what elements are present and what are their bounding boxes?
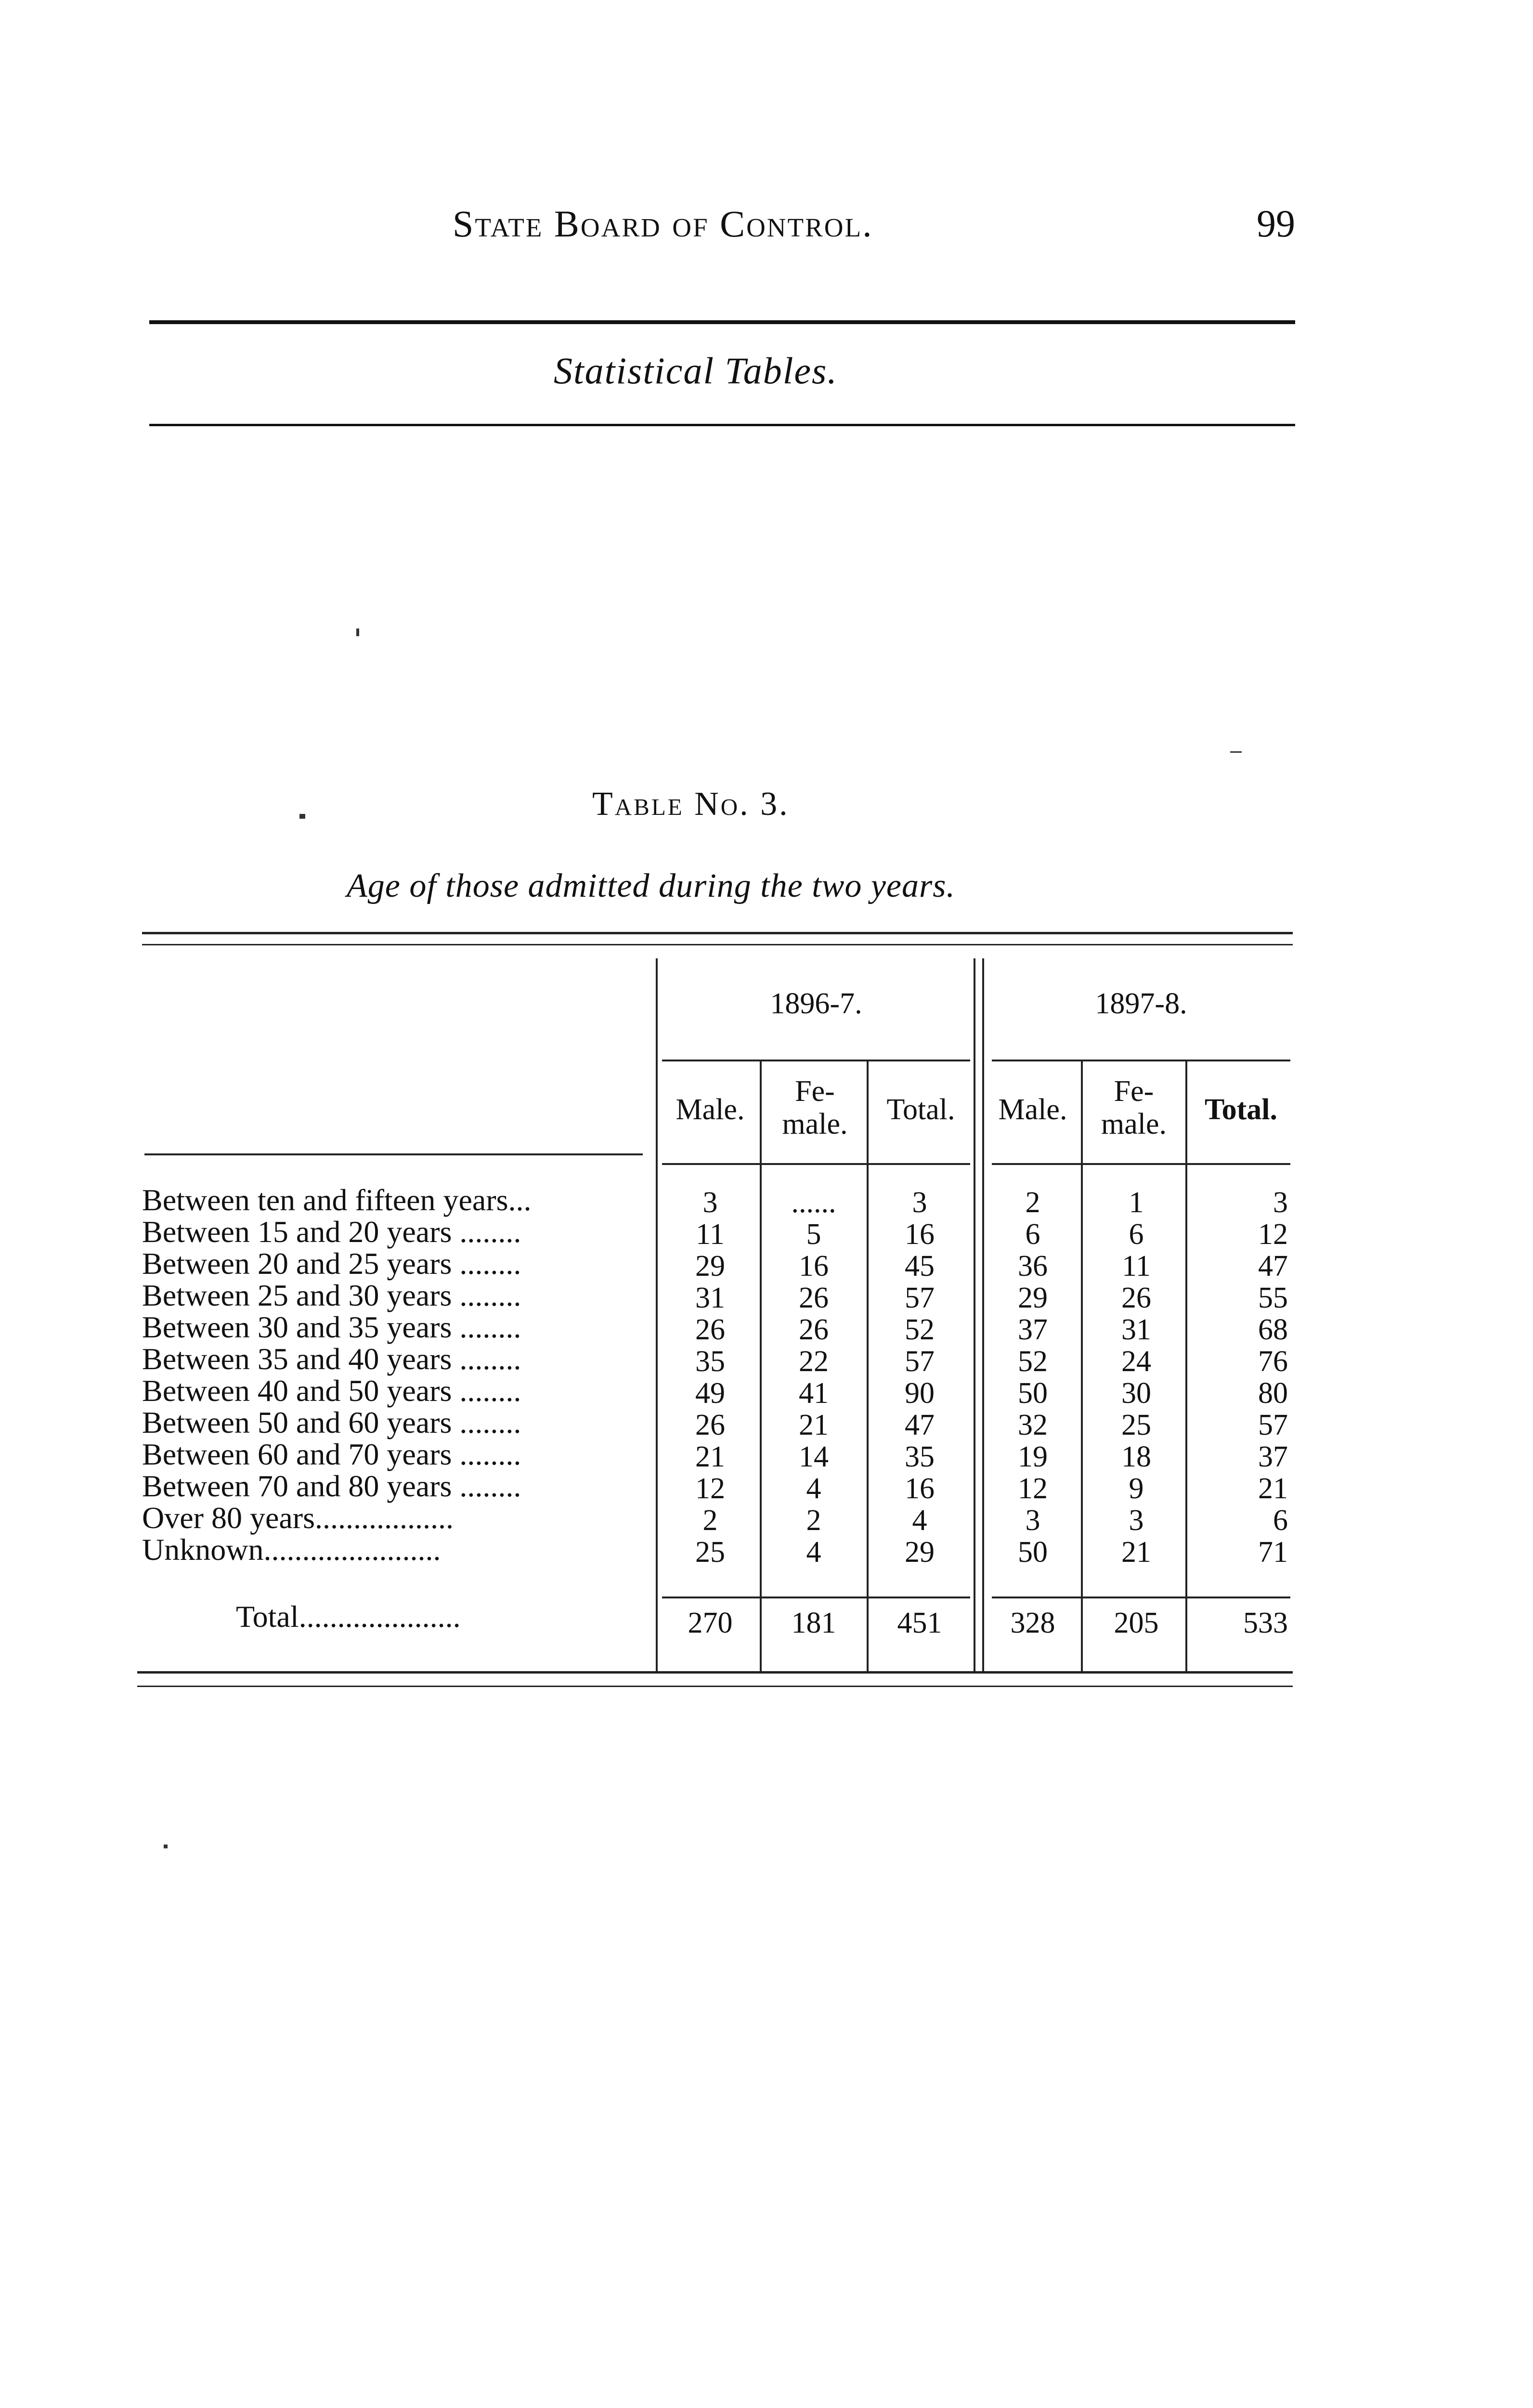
cell-male-1897: 32	[1018, 1409, 1048, 1441]
cell-male-1896: 29	[695, 1250, 725, 1283]
cell-total-1897: 6	[1273, 1504, 1288, 1537]
cell-female-1896: 26	[799, 1313, 829, 1346]
total-male-1897: 328	[1010, 1607, 1055, 1639]
cell-male-1896: 31	[695, 1282, 725, 1314]
cell-total-1897: 12	[1258, 1218, 1288, 1251]
total-label: Total.....................	[236, 1599, 461, 1634]
col-total-1896: Total.	[886, 1093, 955, 1126]
row-label: Between 35 and 40 years ........	[142, 1342, 521, 1376]
row-label: Between 30 and 35 years ........	[142, 1310, 521, 1344]
year-rule-2	[992, 1060, 1290, 1061]
year-divider-b	[982, 958, 984, 1671]
cell-male-1897: 3	[1025, 1504, 1040, 1537]
col-divider-m2	[1081, 1060, 1083, 1671]
row-label: Between 25 and 30 years ........	[142, 1278, 521, 1312]
cell-female-1897: 25	[1121, 1409, 1151, 1441]
year-rule-1	[662, 1060, 970, 1061]
print-speck	[164, 1845, 168, 1848]
col-female-line-1: Fe-	[795, 1075, 835, 1108]
cell-male-1897: 29	[1018, 1282, 1048, 1314]
cell-male-1897: 2	[1025, 1186, 1040, 1219]
cell-total-1897: 80	[1258, 1377, 1288, 1410]
cell-female-1896: 14	[799, 1440, 829, 1473]
total-rule-1	[662, 1597, 970, 1598]
stub-divider	[656, 958, 658, 1671]
cell-female-1897: 18	[1121, 1440, 1151, 1473]
cell-female-1897: 31	[1121, 1313, 1151, 1346]
col-total-1897: Total.	[1204, 1093, 1278, 1126]
cell-male-1896: 26	[695, 1409, 725, 1441]
table-bottom-rule	[137, 1671, 1293, 1674]
row-label: Between 60 and 70 years ........	[142, 1437, 521, 1471]
cell-male-1897: 12	[1018, 1472, 1048, 1505]
cell-male-1896: 49	[695, 1377, 725, 1410]
year-1897-8: 1897-8.	[1095, 987, 1187, 1020]
print-speck	[1230, 751, 1242, 753]
cell-female-1896: 4	[806, 1536, 821, 1569]
cell-total-1896: 57	[905, 1345, 935, 1378]
cell-female-1897: 9	[1129, 1472, 1144, 1505]
row-label: Between 20 and 25 years ........	[142, 1246, 521, 1281]
section-rule	[149, 424, 1295, 426]
year-1896-7: 1896-7.	[770, 987, 862, 1020]
cell-female-1896: 5	[806, 1218, 821, 1251]
cell-male-1896: 12	[695, 1472, 725, 1505]
cell-total-1897: 21	[1258, 1472, 1288, 1505]
row-label: Over 80 years..................	[142, 1501, 454, 1535]
cell-total-1897: 76	[1258, 1345, 1288, 1378]
cell-total-1896: 35	[905, 1440, 935, 1473]
cell-female-1897: 1	[1129, 1186, 1144, 1219]
col-divider-m1	[760, 1060, 762, 1671]
cell-male-1897: 50	[1018, 1536, 1048, 1569]
total-rule-2	[992, 1597, 1290, 1598]
total-female-1897: 205	[1114, 1607, 1159, 1639]
row-label: Between 40 and 50 years ........	[142, 1374, 521, 1408]
cell-female-1897: 3	[1129, 1504, 1144, 1537]
cell-male-1896: 25	[695, 1536, 725, 1569]
row-label: Between ten and fifteen years...	[142, 1183, 532, 1217]
col-female-line-2: male.	[782, 1108, 848, 1140]
cell-total-1897: 55	[1258, 1282, 1288, 1314]
cell-male-1896: 21	[695, 1440, 725, 1473]
colhead-rule-1	[662, 1163, 970, 1165]
print-speck	[356, 628, 359, 636]
cell-male-1897: 6	[1025, 1218, 1040, 1251]
col-male-1896: Male.	[676, 1093, 745, 1126]
stub-head-rule	[144, 1153, 643, 1155]
running-head: State Board of Control.	[453, 203, 873, 245]
cell-total-1897: 68	[1258, 1313, 1288, 1346]
cell-total-1896: 45	[905, 1250, 935, 1283]
total-female-1896: 181	[791, 1607, 836, 1639]
cell-female-1896: 26	[799, 1282, 829, 1314]
cell-female-1896: 41	[799, 1377, 829, 1410]
cell-male-1896: 26	[695, 1313, 725, 1346]
cell-female-1897: 24	[1121, 1345, 1151, 1378]
cell-male-1897: 36	[1018, 1250, 1048, 1283]
col-female-line-2: male.	[1101, 1108, 1167, 1140]
col-female-1896	[763, 1075, 867, 1140]
cell-total-1896: 47	[905, 1409, 935, 1441]
col-divider-f2	[1185, 1060, 1187, 1671]
table-top-rule-2	[142, 944, 1293, 945]
col-female-1897	[1083, 1075, 1184, 1140]
table-caption: Age of those admitted during the two years.	[347, 867, 955, 904]
row-label: Unknown.......................	[142, 1532, 441, 1567]
col-divider-f1	[867, 1060, 869, 1671]
cell-female-1896: 16	[799, 1250, 829, 1283]
total-total-1896: 451	[897, 1607, 942, 1639]
col-male-1897: Male.	[998, 1093, 1067, 1126]
cell-female-1896: 2	[806, 1504, 821, 1537]
cell-total-1897: 37	[1258, 1440, 1288, 1473]
cell-male-1896: 11	[696, 1218, 725, 1251]
cell-male-1897: 37	[1018, 1313, 1048, 1346]
header-rule	[149, 320, 1295, 324]
row-label: Between 70 and 80 years ........	[142, 1469, 521, 1503]
print-speck	[299, 814, 305, 819]
cell-male-1897: 50	[1018, 1377, 1048, 1410]
colhead-rule-2	[992, 1163, 1290, 1165]
cell-total-1897: 57	[1258, 1409, 1288, 1441]
cell-female-1896: ......	[791, 1186, 836, 1219]
row-label: Between 50 and 60 years ........	[142, 1405, 521, 1440]
cell-female-1897: 11	[1122, 1250, 1151, 1283]
cell-total-1897: 3	[1273, 1186, 1288, 1219]
cell-total-1896: 90	[905, 1377, 935, 1410]
cell-total-1897: 47	[1258, 1250, 1288, 1283]
cell-total-1897: 71	[1258, 1536, 1288, 1569]
row-label: Between 15 and 20 years ........	[142, 1215, 521, 1249]
cell-female-1897: 6	[1129, 1218, 1144, 1251]
table-title: Table No. 3.	[592, 785, 790, 823]
cell-male-1897: 19	[1018, 1440, 1048, 1473]
total-total-1897: 533	[1243, 1607, 1288, 1639]
cell-male-1896: 3	[702, 1186, 718, 1219]
cell-female-1897: 21	[1121, 1536, 1151, 1569]
cell-total-1896: 3	[912, 1186, 927, 1219]
cell-male-1897: 52	[1018, 1345, 1048, 1378]
page-number: 99	[1257, 203, 1295, 245]
cell-female-1897: 30	[1121, 1377, 1151, 1410]
cell-total-1896: 29	[905, 1536, 935, 1569]
cell-female-1897: 26	[1121, 1282, 1151, 1314]
cell-total-1896: 16	[905, 1218, 935, 1251]
table-bottom-rule-2	[137, 1686, 1293, 1687]
cell-female-1896: 21	[799, 1409, 829, 1441]
col-female-line-1: Fe-	[1114, 1075, 1154, 1108]
cell-total-1896: 4	[912, 1504, 927, 1537]
cell-female-1896: 4	[806, 1472, 821, 1505]
cell-total-1896: 16	[905, 1472, 935, 1505]
cell-total-1896: 52	[905, 1313, 935, 1346]
total-male-1896: 270	[688, 1607, 733, 1639]
year-divider-a	[974, 958, 975, 1671]
cell-female-1896: 22	[799, 1345, 829, 1378]
cell-male-1896: 35	[695, 1345, 725, 1378]
section-title: Statistical Tables.	[554, 350, 838, 392]
cell-male-1896: 2	[702, 1504, 718, 1537]
table-top-rule	[142, 932, 1293, 934]
cell-total-1896: 57	[905, 1282, 935, 1314]
